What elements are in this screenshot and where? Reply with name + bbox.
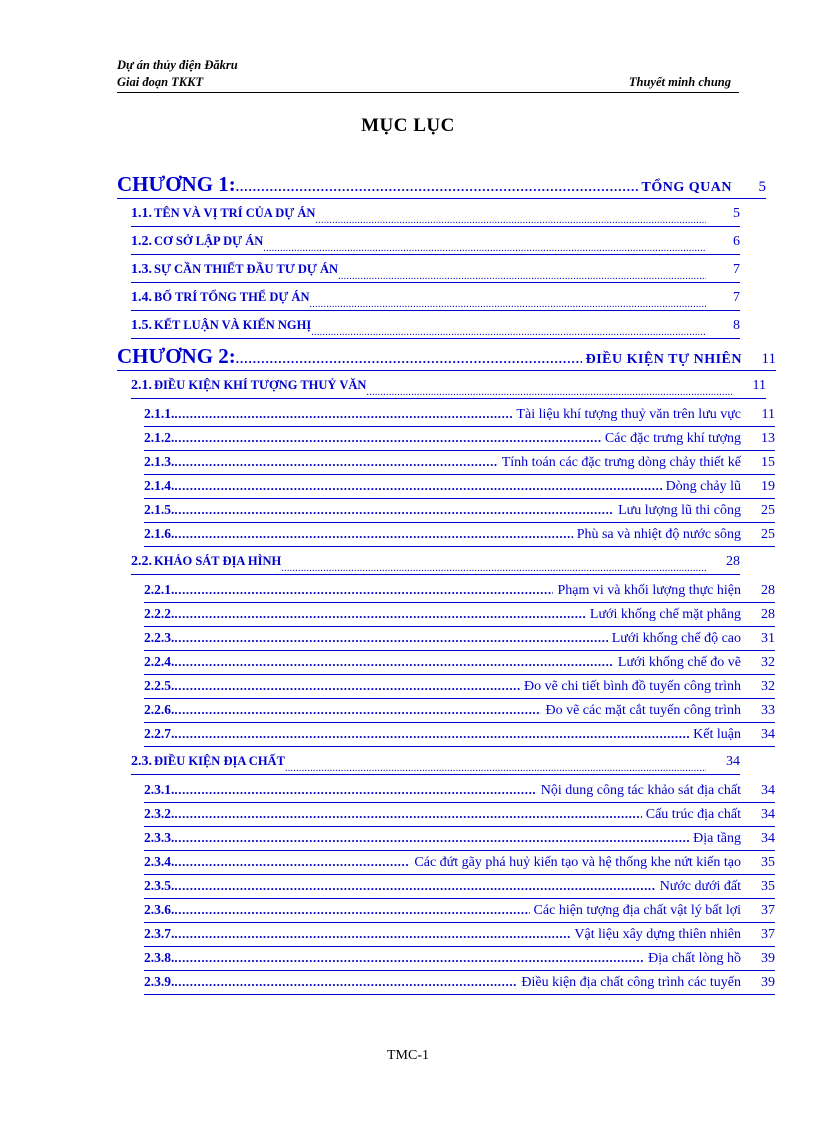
- toc-page: 19: [761, 479, 775, 494]
- toc-number: 2.1.1.: [144, 406, 175, 421]
- toc-page: 5: [758, 179, 766, 195]
- page-footer: TMC-1: [387, 1048, 429, 1063]
- toc-page: 35: [761, 879, 775, 894]
- dot-leader: [174, 878, 655, 894]
- dot-leader: [174, 654, 614, 670]
- toc-title: Tài liệu khí tượng thuỷ văn trên lưu vực: [516, 407, 741, 422]
- toc-number: 2.3.1.: [144, 782, 175, 797]
- toc-page: 32: [761, 679, 775, 694]
- toc-title: Phạm vi và khối lượng thực hiện: [557, 583, 741, 598]
- toc-subsection-2-1-3[interactable]: [144, 454, 775, 475]
- toc-title: Lưới khống chế độ cao: [611, 631, 741, 646]
- toc-title: Lưu lượng lũ thi công: [618, 503, 741, 518]
- dot-leader: [236, 179, 638, 195]
- toc-subsection-2-3-7[interactable]: [144, 926, 775, 947]
- dot-leader: [174, 702, 541, 718]
- toc-subsection-2-2-4[interactable]: [144, 654, 775, 675]
- dot-leader: [174, 902, 529, 918]
- toc-page: 34: [761, 727, 775, 742]
- toc-title: Đo vẽ các mặt cắt tuyến công trình: [545, 703, 741, 718]
- toc-number: 2.1.: [131, 378, 152, 393]
- toc-page: 11: [761, 351, 776, 367]
- toc-title: ĐIỀU KIỆN KHÍ TƯỢNG THUỶ VĂN: [154, 378, 367, 392]
- dot-leader: [263, 243, 706, 254]
- toc-subsection-2-3-4[interactable]: [144, 854, 775, 875]
- dot-leader: [174, 454, 497, 470]
- toc-number: 2.1.5.: [144, 502, 175, 517]
- toc-page: 34: [726, 754, 740, 769]
- toc-page: 39: [761, 951, 775, 966]
- dot-leader: [315, 215, 706, 226]
- toc-title: Lưới khống chế đo vẽ: [617, 655, 741, 670]
- toc-subsection-2-2-5[interactable]: [144, 678, 775, 699]
- toc-number: 2.3.6.: [144, 902, 175, 917]
- dot-leader: [174, 582, 553, 598]
- toc-page: 28: [726, 554, 740, 569]
- toc-section-2-3[interactable]: [131, 754, 740, 775]
- toc-number: 2.3.3.: [144, 830, 175, 845]
- dot-leader: [174, 726, 689, 742]
- toc-title: Tính toán các đặc trưng dòng chảy thiết kế: [501, 455, 741, 470]
- toc-title: Đo vẽ chi tiết bình đồ tuyến công trình: [524, 679, 741, 694]
- toc-number: 2.1.4.: [144, 478, 175, 493]
- toc-number: 2.1.3.: [144, 454, 175, 469]
- toc-title: Nước dưới đất: [659, 879, 741, 894]
- toc-page: 6: [733, 234, 740, 249]
- toc-number: 2.2.5.: [144, 678, 175, 693]
- toc-title: Các đặc trưng khí tượng: [604, 431, 741, 446]
- toc-title: Vật liệu xây dựng thiên nhiên: [574, 927, 741, 942]
- toc-number: 2.3.9.: [144, 974, 175, 989]
- dot-leader: [338, 271, 706, 282]
- toc-subsection-2-3-8[interactable]: [144, 950, 775, 971]
- toc-subsection-2-2-3[interactable]: [144, 630, 775, 651]
- toc-page: 25: [761, 503, 775, 518]
- toc-title: ĐIỀU KIỆN TỰ NHIÊN: [585, 352, 742, 367]
- toc-title: Địa chất lòng hồ: [648, 951, 741, 966]
- toc-subsection-2-1-5[interactable]: [144, 502, 775, 523]
- dot-leader: [174, 830, 689, 846]
- toc-section-1-1[interactable]: [131, 206, 740, 227]
- toc-subsection-2-2-2[interactable]: [144, 606, 775, 627]
- dot-leader: [174, 606, 586, 622]
- toc-page: 11: [752, 378, 766, 393]
- toc-number: 2.3.4.: [144, 854, 175, 869]
- toc-subsection-2-3-1[interactable]: [144, 782, 775, 803]
- toc-title: Điều kiện địa chất công trình các tuyến: [521, 975, 741, 990]
- toc-number: 2.2.4.: [144, 654, 175, 669]
- toc-subsection-2-2-1[interactable]: [144, 582, 775, 603]
- toc-number: CHƯƠNG 1:: [117, 172, 236, 196]
- dot-leader: [174, 430, 601, 446]
- toc-title: KẾT LUẬN VÀ KIẾN NGHỊ: [154, 318, 312, 332]
- dot-leader: [174, 526, 572, 542]
- toc-page: 5: [733, 206, 740, 221]
- toc-page: 8: [733, 318, 740, 333]
- toc-title: Địa tầng: [693, 831, 741, 846]
- toc-page: 33: [761, 703, 775, 718]
- toc-number: 2.3.8.: [144, 950, 175, 965]
- toc-page: 11: [761, 407, 775, 422]
- toc-title: TÊN VÀ VỊ TRÍ CỦA DỰ ÁN: [154, 206, 316, 220]
- dot-leader: [174, 502, 614, 518]
- dot-leader: [174, 806, 641, 822]
- dot-leader: [174, 950, 644, 966]
- page-header: [117, 58, 739, 93]
- dot-leader: [285, 763, 706, 774]
- toc-number: 2.2.: [131, 554, 152, 569]
- toc-number: 2.2.1.: [144, 582, 175, 597]
- toc-number: 2.2.6.: [144, 702, 175, 717]
- project-name: Dự án thủy điện Đăkru: [117, 58, 238, 72]
- toc-number: 2.3.: [131, 754, 152, 769]
- toc-title: Dòng chảy lũ: [665, 479, 741, 494]
- toc-title: Lưới khống chế mặt phẳng: [589, 607, 741, 622]
- toc-title: TỔNG QUAN: [641, 180, 732, 195]
- toc-number: 1.5.: [131, 318, 152, 333]
- toc-number: 2.1.2.: [144, 430, 175, 445]
- page-title: MỤC LỤC: [361, 115, 455, 136]
- toc-chapter-1[interactable]: [117, 172, 766, 199]
- toc-page: 34: [761, 831, 775, 846]
- toc-number: CHƯƠNG 2:: [117, 344, 236, 368]
- toc-title: Kết luận: [693, 727, 741, 742]
- toc-title: Cấu trúc địa chất: [645, 807, 741, 822]
- toc-title: ĐIỀU KIỆN ĐỊA CHẤT: [154, 754, 285, 768]
- dot-leader: [174, 630, 607, 646]
- dot-leader: [174, 782, 536, 798]
- toc-page: 37: [761, 903, 775, 918]
- toc-title: CƠ SỞ LẬP DỰ ÁN: [154, 234, 264, 248]
- toc-number: 1.4.: [131, 290, 152, 305]
- project-stage: Giai đoạn TKKT: [117, 75, 204, 89]
- toc-subsection-2-1-1[interactable]: [144, 406, 775, 427]
- toc-section-1-2[interactable]: [131, 234, 740, 255]
- dot-leader: [174, 478, 661, 494]
- toc-section-1-3[interactable]: [131, 262, 740, 283]
- toc-number: 1.3.: [131, 262, 152, 277]
- dot-leader: [311, 327, 706, 338]
- toc-page: 35: [761, 855, 775, 870]
- toc-title: SỰ CẦN THIẾT ĐẦU TƯ DỰ ÁN: [154, 262, 339, 276]
- toc-number: 2.2.7.: [144, 726, 175, 741]
- toc-title: BỐ TRÍ TỔNG THỂ DỰ ÁN: [154, 290, 310, 304]
- toc-number: 2.3.7.: [144, 926, 175, 941]
- dot-leader: [174, 406, 512, 422]
- toc-subsection-2-1-6[interactable]: [144, 526, 775, 547]
- toc-subsection-2-3-3[interactable]: [144, 830, 775, 851]
- dot-leader: [174, 926, 570, 942]
- toc-number: 2.3.5.: [144, 878, 175, 893]
- toc-number: 2.2.3.: [144, 630, 175, 645]
- toc-page: 39: [761, 975, 775, 990]
- toc-subsection-2-3-5[interactable]: [144, 878, 775, 899]
- toc-page: 25: [761, 527, 775, 542]
- toc-title: Nội dung công tác khảo sát địa chất: [540, 783, 741, 798]
- dot-leader: [366, 387, 732, 398]
- dot-leader: [174, 678, 520, 694]
- dot-leader: [236, 351, 582, 367]
- toc-page: 28: [761, 583, 775, 598]
- dot-leader: [309, 299, 706, 310]
- toc-section-2-1[interactable]: [131, 378, 766, 399]
- toc-subsection-2-2-7[interactable]: [144, 726, 775, 747]
- toc-subsection-2-3-2[interactable]: [144, 806, 775, 827]
- toc-subsection-2-1-4[interactable]: [144, 478, 775, 499]
- toc-title: KHẢO SÁT ĐỊA HÌNH: [154, 554, 282, 568]
- toc-title: Các hiện tượng địa chất vật lý bất lợi: [533, 903, 741, 918]
- toc-page: 28: [761, 607, 775, 622]
- toc-section-2-2[interactable]: [131, 554, 740, 575]
- toc-title: Các đứt gãy phá huỷ kiến tạo và hệ thống khe nứt kiến tạo: [414, 855, 741, 870]
- toc-page: 32: [761, 655, 775, 670]
- toc-number: 1.2.: [131, 234, 152, 249]
- toc-subsection-2-2-6[interactable]: [144, 702, 775, 723]
- toc-subsection-2-1-2[interactable]: [144, 430, 775, 451]
- toc-page: 13: [761, 431, 775, 446]
- toc-subsection-2-3-6[interactable]: [144, 902, 775, 923]
- dot-leader: [281, 563, 706, 574]
- toc-chapter-2[interactable]: [117, 344, 776, 371]
- toc-page: 31: [761, 631, 775, 646]
- toc-page: 7: [733, 262, 740, 277]
- toc-page: 34: [761, 783, 775, 798]
- toc-section-1-5[interactable]: [131, 318, 740, 339]
- toc-page: 37: [761, 927, 775, 942]
- toc-page: 7: [733, 290, 740, 305]
- toc-number: 2.1.6.: [144, 526, 175, 541]
- toc-section-1-4[interactable]: [131, 290, 740, 311]
- document-name: Thuyết minh chung: [628, 75, 731, 89]
- toc-title: Phù sa và nhiệt độ nước sông: [576, 527, 741, 542]
- toc-page: 15: [761, 455, 775, 470]
- toc-page: 34: [761, 807, 775, 822]
- toc-number: 2.2.2.: [144, 606, 175, 621]
- dot-leader: [174, 974, 517, 990]
- toc-subsection-2-3-9[interactable]: [144, 974, 775, 995]
- toc-number: 2.3.2.: [144, 806, 175, 821]
- dot-leader: [174, 854, 410, 870]
- toc-number: 1.1.: [131, 206, 152, 221]
